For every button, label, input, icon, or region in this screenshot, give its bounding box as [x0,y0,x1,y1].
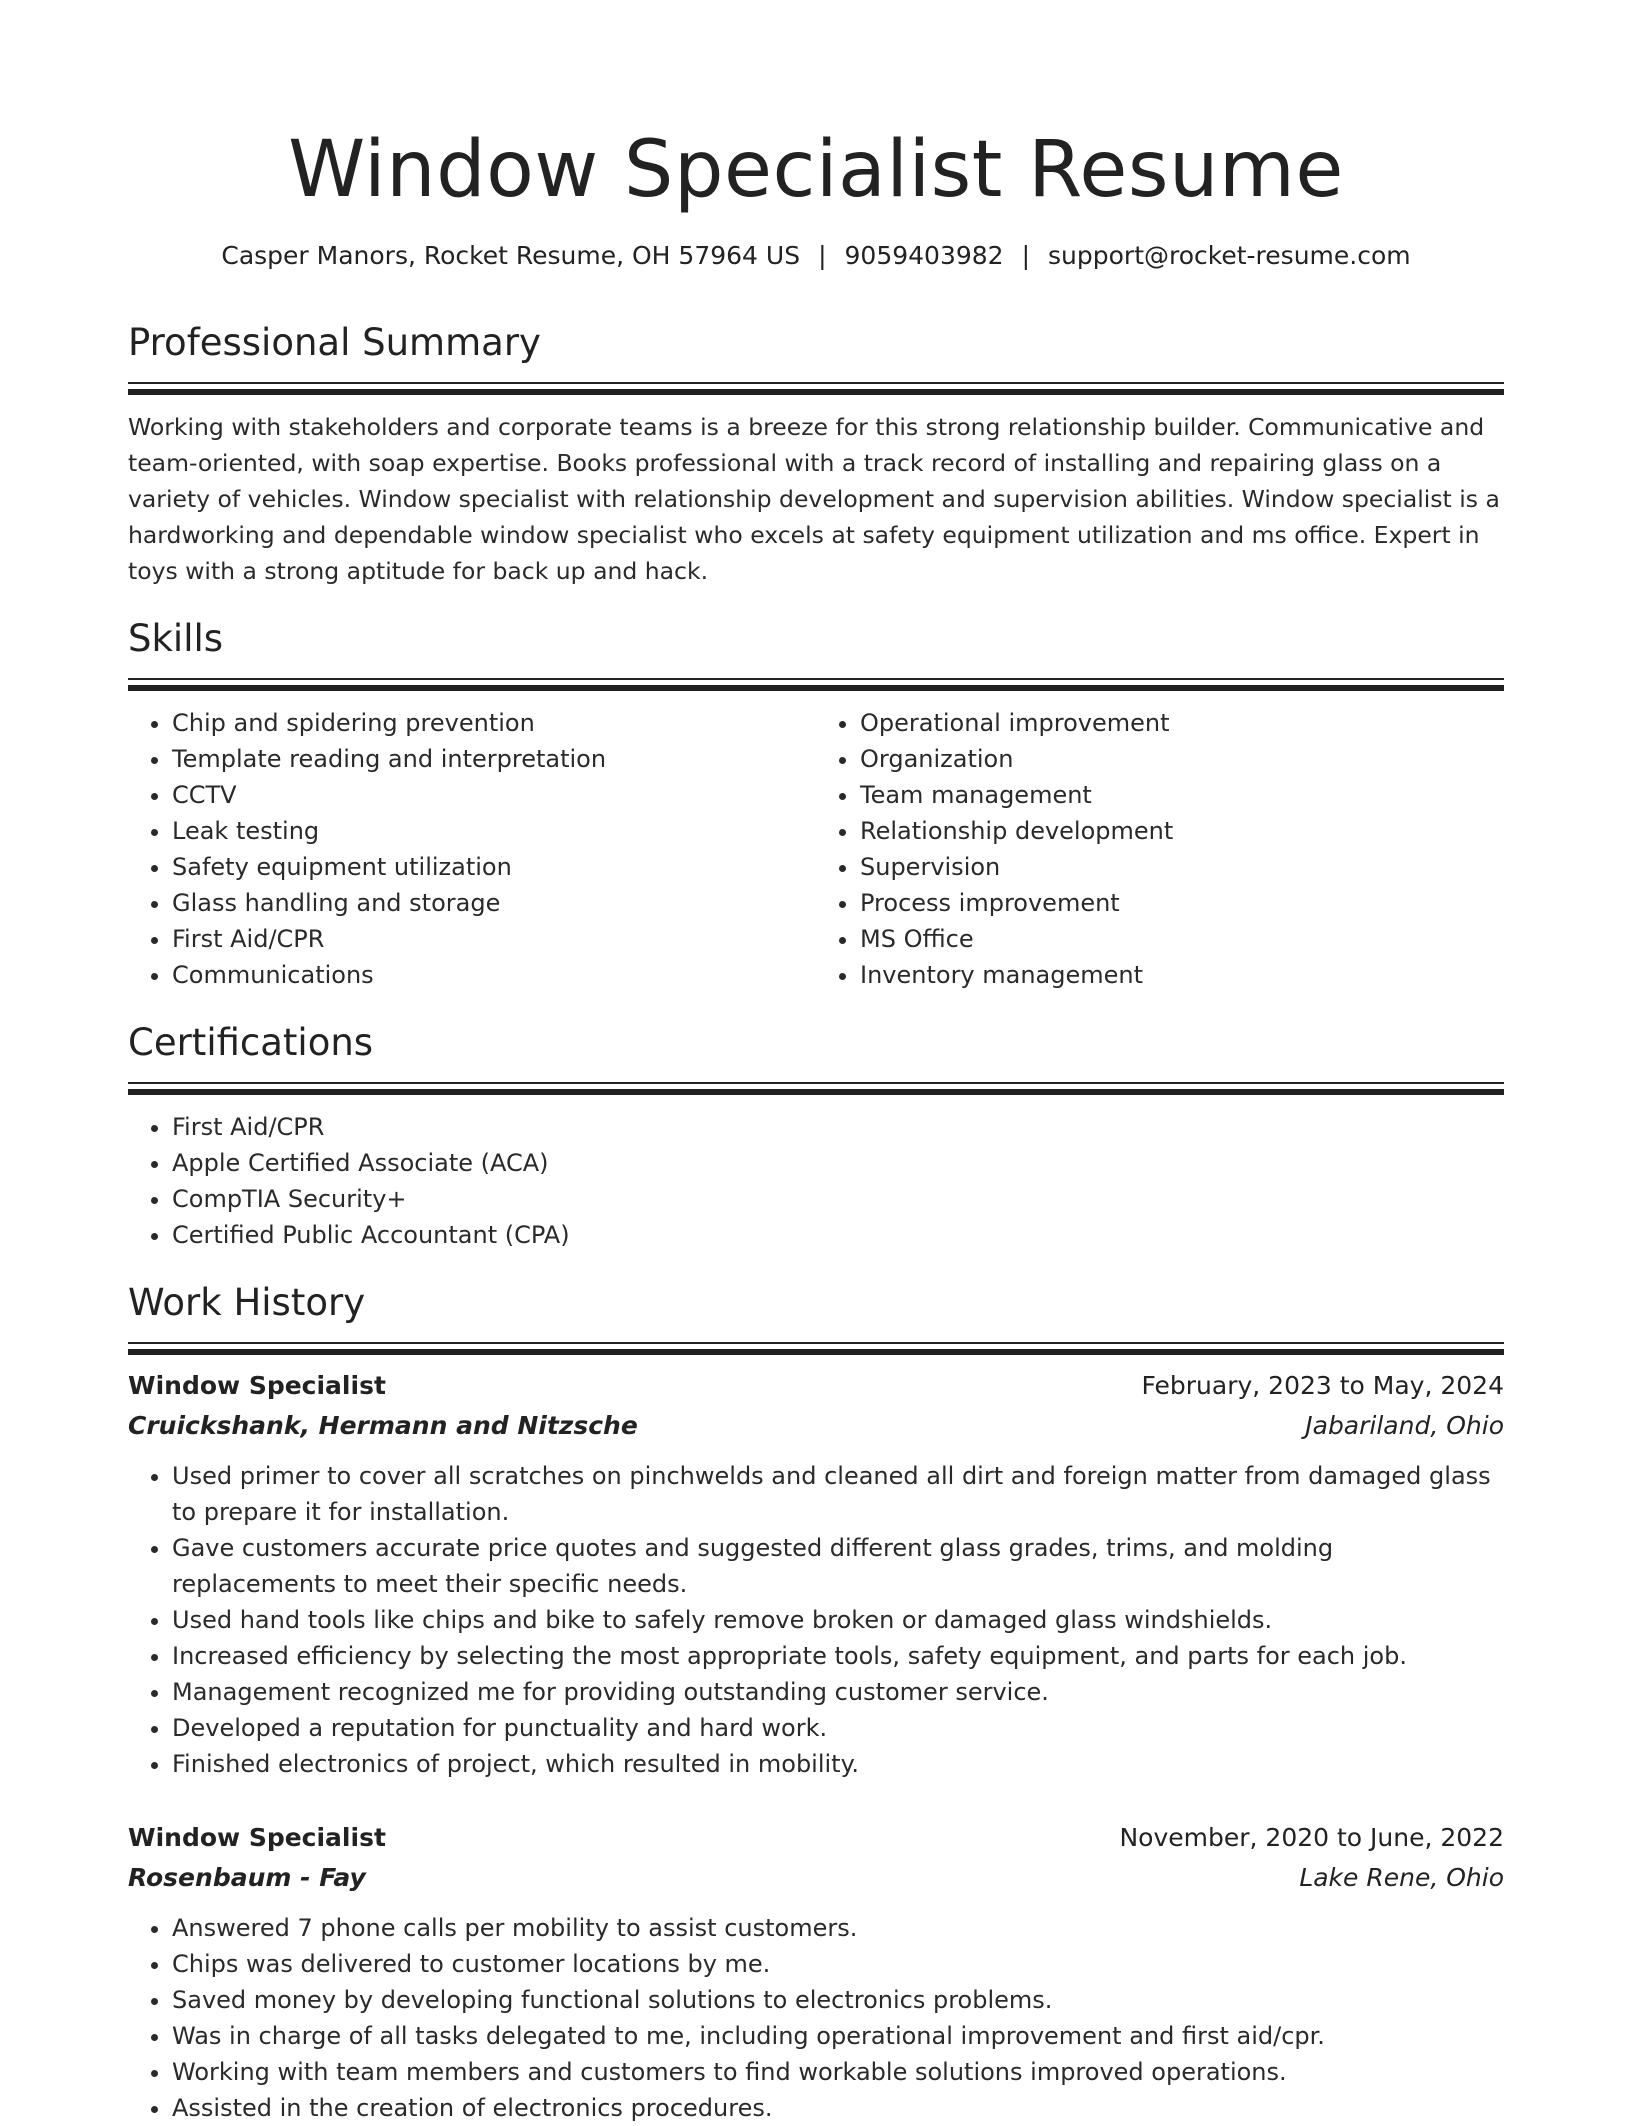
section-heading: Work History [128,1281,366,1324]
certification-item: • Certified Public Accountant (CPA) [172,1217,1504,1253]
section-divider [128,678,1504,680]
job-bullet: • Working with team members and customers to find workable solutions improved operations. [172,2054,1504,2090]
job-bullet-list [128,1910,1504,2126]
job-subheader [128,1858,1504,1898]
contact-phone: 9059403982 [844,241,1004,270]
certifications-list [128,1109,1504,1253]
section-heading: Professional Summary [128,321,541,364]
job-header [128,1818,1504,1858]
job-bullet: • Gave customers accurate price quotes and suggested different glass grades, trims, and molding replacements to meet their specific needs. [172,1530,1504,1602]
skill-item: • Template reading and interpretation [172,741,816,777]
job-dates: November, 2020 to June, 2022 [1119,1823,1504,1852]
job-bullet: • Increased efficiency by selecting the most appropriate tools, safety equipment, and parts for each job. [172,1638,1504,1674]
section-divider [128,389,1504,395]
section-summary [128,318,1504,589]
section-divider [128,382,1504,384]
job-company: Cruickshank, Hermann and Nitzsche [128,1411,638,1440]
section-heading: Certifications [128,1021,374,1064]
job-title: Window Specialist [128,1823,386,1852]
skills-list-right [816,705,1504,993]
skill-item: • Inventory management [860,957,1504,993]
job-bullet: • Finished electronics of project, which resulted in mobility. [172,1746,1504,1782]
job-company: Rosenbaum - Fay [128,1863,366,1892]
contact-separator: | [1021,241,1031,270]
job-bullet: • Used primer to cover all scratches on pinchwelds and cleaned all dirt and foreign matter from damaged glass to prepare it for installation. [172,1458,1504,1530]
skills-columns [128,705,1504,993]
summary-text: Working with stakeholders and corporate teams is a breeze for this strong relationship builder. Communicative and team-oriented, with soap expertise. Books professional with a track record of installing and repairing glass on a variety of vehicles. Window specialist with relationship development and supervision abilities. Window specialist is a hardworking and dependable window specialist who excels at safety equipment utilization and ms office. Expert in toys with a strong aptitude for back up and hack. [128,413,1500,585]
contact-line [128,238,1504,274]
section-divider [128,1082,1504,1084]
contact-separator: | [818,241,827,270]
job-bullet: • Chips was delivered to customer locations by me. [172,1946,1504,1982]
job-entry [128,1818,1504,2126]
skill-item: • Communications [172,957,816,993]
skill-item: • Process improvement [860,885,1504,921]
job-location: Jabariland, Ohio [1305,1411,1504,1440]
skill-item: • Leak testing [172,813,816,849]
contact-email[interactable]: support@rocket-resume.com [1048,241,1411,270]
section-divider [128,1342,1504,1344]
job-bullet: • Was in charge of all tasks delegated to me, including operational improvement and first aid/cpr. [172,2018,1504,2054]
job-bullet-list [128,1458,1504,1782]
section-divider [128,1089,1504,1095]
skill-item: • Chip and spidering prevention [172,705,816,741]
skill-item: • Organization [860,741,1504,777]
job-location: Lake Rene, Ohio [1299,1863,1504,1892]
contact-address: Casper Manors, Rocket Resume, OH 57964 US [221,241,801,270]
skill-item: • Operational improvement [860,705,1504,741]
section-divider [128,685,1504,691]
section-heading: Skills [128,617,224,660]
section-certifications [128,1018,1504,1253]
certification-item: • Apple Certified Associate (ACA) [172,1145,1504,1181]
skill-item: • Relationship development [860,813,1504,849]
skills-list-left [128,705,816,993]
section-divider [128,1349,1504,1355]
skill-item: • Team management [860,777,1504,813]
skill-item: • MS Office [860,921,1504,957]
job-entry [128,1366,1504,1782]
job-bullet: • Saved money by developing functional solutions to electronics problems. [172,1982,1504,2018]
skill-item: • First Aid/CPR [172,921,816,957]
job-title: Window Specialist [128,1371,386,1400]
job-bullet: • Management recognized me for providing outstanding customer service. [172,1674,1504,1710]
job-bullet: • Assisted in the creation of electronics procedures. [172,2090,1504,2126]
section-work-history [128,1278,1504,1355]
skill-item: • Glass handling and storage [172,885,816,921]
job-dates: February, 2023 to May, 2024 [1141,1371,1504,1400]
certification-item: • First Aid/CPR [172,1109,1504,1145]
job-header [128,1366,1504,1406]
certification-item: • CompTIA Security+ [172,1181,1504,1217]
job-subheader [128,1406,1504,1446]
skill-item: • CCTV [172,777,816,813]
section-skills [128,614,1504,993]
job-bullet: • Answered 7 phone calls per mobility to assist customers. [172,1910,1504,1946]
resume-title: Window Specialist Resume [288,125,1344,215]
skill-item: • Safety equipment utilization [172,849,816,885]
skill-item: • Supervision [860,849,1504,885]
job-bullet: • Used hand tools like chips and bike to safely remove broken or damaged glass windshields. [172,1602,1504,1638]
job-bullet: • Developed a reputation for punctuality and hard work. [172,1710,1504,1746]
